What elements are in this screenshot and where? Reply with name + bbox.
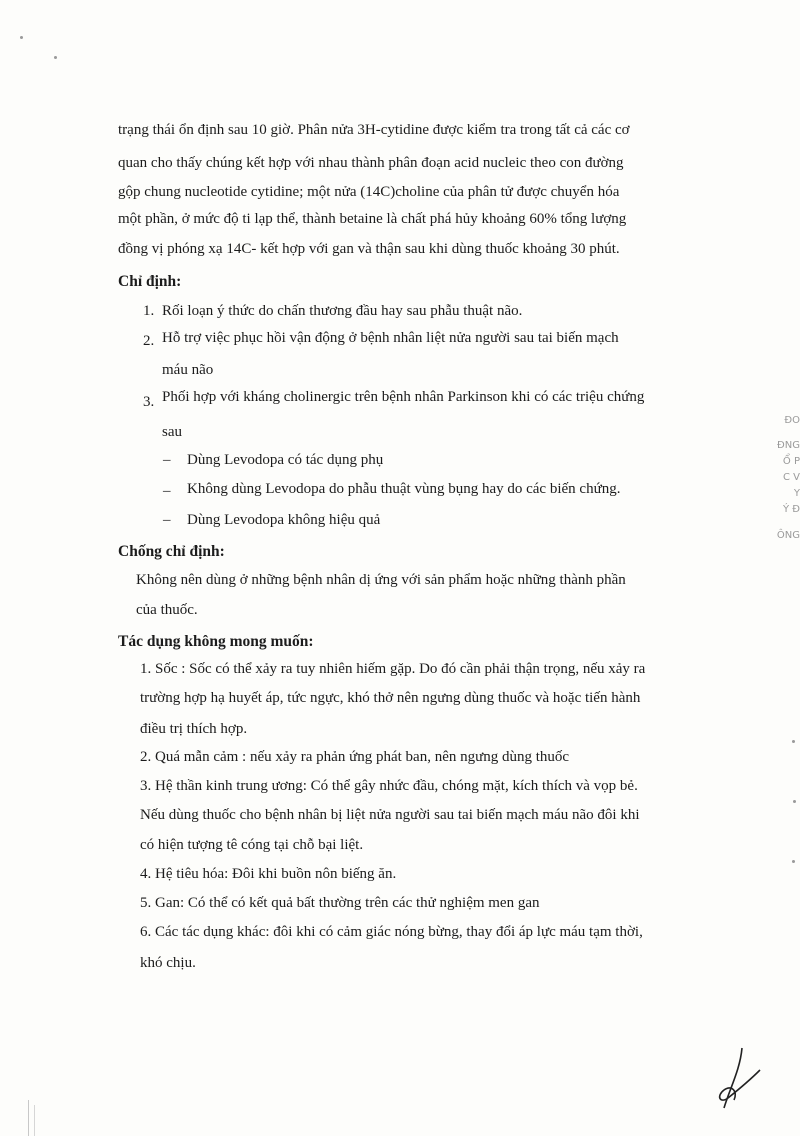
side-effect-line-9: 5. Gan: Có thể có kết quả bất thường trên các thử nghiệm men gan [140,895,540,911]
indication-item-2: Hỗ trợ việc phục hồi vận động ở bệnh nhân liệt nửa người sau tai biến mạch [162,330,619,346]
side-effect-line-6: Nếu dùng thuốc cho bệnh nhân bị liệt nửa người sau tai biến mạch máu não đôi khi [140,807,640,823]
side-effect-line-5: 3. Hệ thần kinh trung ương: Có thể gây nhức đầu, chóng mặt, kích thích và vọp bẻ. [140,778,638,794]
dash-item-2: Không dùng Levodopa do phẫu thuật vùng bụng hay do các biến chứng. [187,481,621,497]
dash-marker: – [163,452,171,468]
signature-mark [700,1040,770,1120]
scan-speck [20,36,23,39]
side-effect-line-10: 6. Các tác dụng khác: đôi khi có cảm giác nóng bừng, thay đổi áp lực máu tạm thời, [140,924,643,940]
indication-number-2: 2. [143,333,155,349]
indication-item-2-cont: máu não [162,362,214,378]
dash-marker: – [163,512,171,528]
indications-heading: Chỉ định: [118,273,182,290]
intro-line-1: trạng thái ổn định sau 10 giờ. Phân nửa 3H-cytidine được kiểm tra trong tất cả các cơ [118,122,630,138]
side-effect-line-7: có hiện tượng tê cóng tại chỗ bại liệt. [140,837,364,853]
intro-line-4: một phần, ở mức độ ti lạp thể, thành betaine là chất phá hủy khoảng 60% tổng lượng [118,211,627,227]
indication-item-1: Rối loạn ý thức do chấn thương đầu hay sau phẫu thuật não. [162,303,523,319]
contraindication-line-1: Không nên dùng ở những bệnh nhân dị ứng với sản phẩm hoặc những thành phần [136,572,626,588]
stamp-fragment: Ý Đ [782,504,800,515]
indication-item-3: Phối hợp với kháng cholinergic trên bệnh nhân Parkinson khi có các triệu chứng [162,389,645,405]
scan-speck [793,800,796,803]
scan-speck [54,56,57,59]
contraindications-heading: Chống chỉ định: [118,543,225,560]
stamp-fragment: C V [782,472,800,483]
intro-line-5: đồng vị phóng xạ 14C- kết hợp với gan và thận sau khi dùng thuốc khoảng 30 phút. [118,241,620,257]
indication-number-1: 1. [143,303,155,319]
intro-line-2: quan cho thấy chúng kết hợp với nhau thành phân đoạn acid nucleic theo con đường [118,155,624,171]
side-effects-heading: Tác dụng không mong muốn: [118,633,314,650]
side-effect-line-4: 2. Quá mẫn cảm : nếu xảy ra phản ứng phát ban, nên ngưng dùng thuốc [140,749,570,765]
side-effect-line-3: điều trị thích hợp. [140,721,248,737]
side-effect-line-1: 1. Sốc : Sốc có thể xảy ra tuy nhiên hiếm gặp. Do đó cần phải thận trọng, nếu xảy ra [140,661,646,677]
side-effect-line-8: 4. Hệ tiêu hóa: Đôi khi buồn nôn biếng ăn. [140,866,397,882]
scan-speck [792,860,795,863]
stamp-fragment: ÔNG [776,530,800,541]
contraindication-line-2: của thuốc. [136,602,198,618]
scan-speck [792,740,795,743]
intro-line-3: gộp chung nucleotide cytidine; một nửa (14C)choline của phân tử được chuyển hóa [118,184,620,200]
stamp-fragment: Ổ P [782,456,800,467]
dash-item-1: Dùng Levodopa có tác dụng phụ [187,452,384,468]
indication-number-3: 3. [143,394,155,410]
dash-item-3: Dùng Levodopa không hiệu quả [187,512,381,528]
stamp-fragment: Y [793,488,800,499]
indication-item-3-cont: sau [162,424,182,440]
side-effect-line-11: khó chịu. [140,955,196,971]
stamp-fragment: ĐNG [777,440,800,451]
scan-edge-line [28,1100,29,1136]
side-effect-line-2: trường hợp hạ huyết áp, tức ngực, khó thở nên ngưng dùng thuốc và hoặc tiến hành [140,690,641,706]
stamp-fragment: ĐO [784,415,800,426]
scan-edge-line [34,1105,35,1136]
dash-marker: – [163,483,171,499]
